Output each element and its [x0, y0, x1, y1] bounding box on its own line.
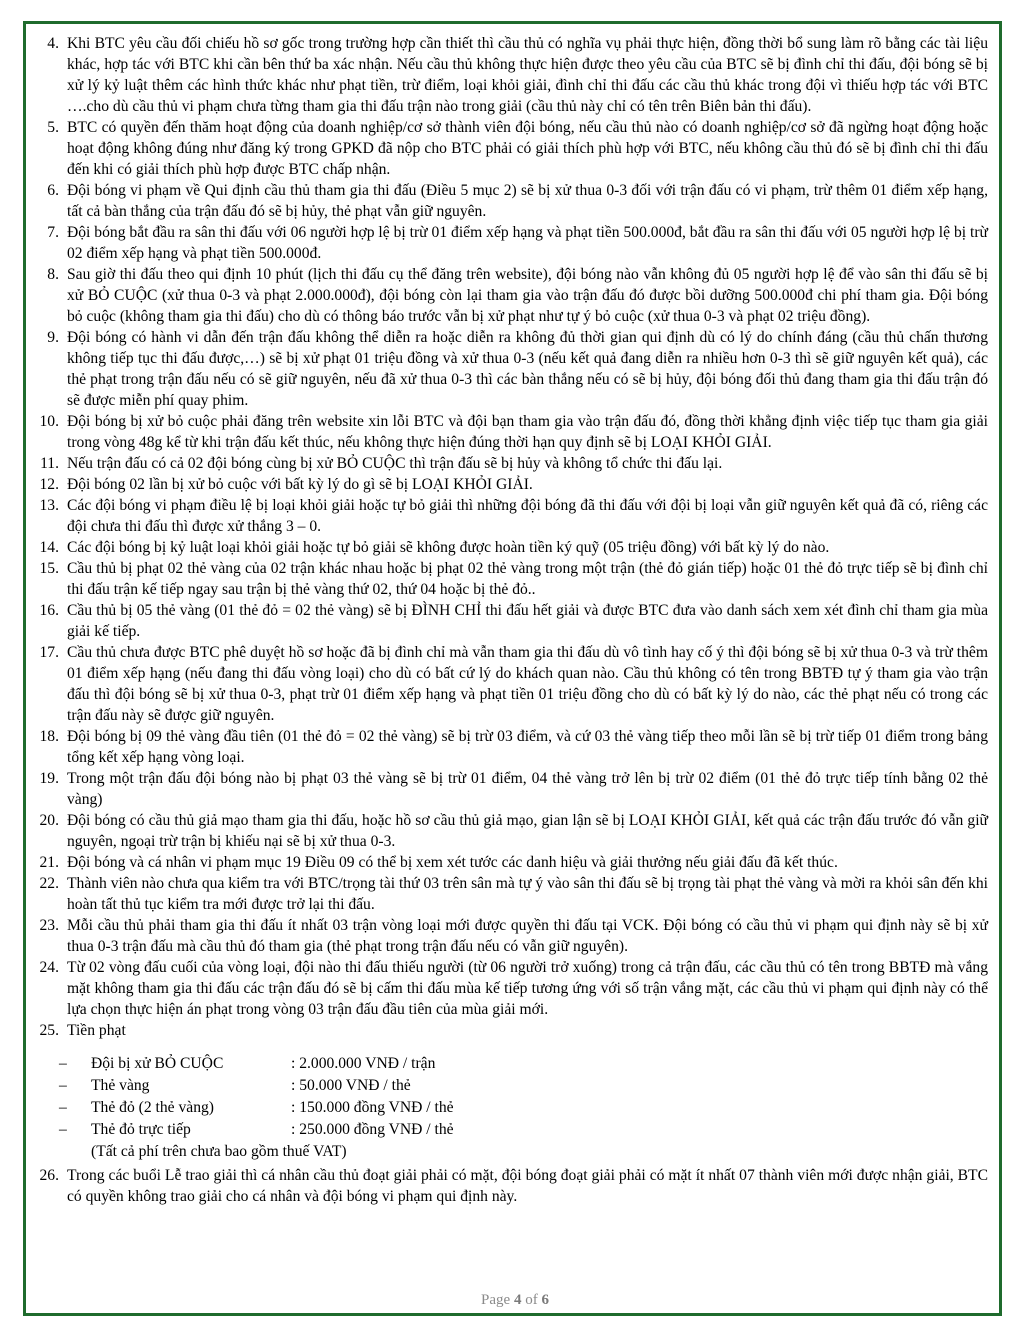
rule-text: Tiền phạt [67, 1022, 126, 1039]
fine-row [59, 1053, 988, 1075]
rule-number: 7. [47, 224, 59, 241]
rule-number: 18. [39, 728, 59, 745]
rule-number: 16. [39, 602, 59, 619]
fine-dash: – [59, 1099, 67, 1116]
rule-number: 19. [39, 770, 59, 787]
rule-text: Đội bóng có hành vi dẫn đến trận đấu không thể diễn ra hoặc diễn ra không đủ thời gian qui định dù có lý do chính đáng (cầu thủ chấn thương không tiếp tục thi đấu được,…) sẽ bị xử phạt 01 triệu đồng và xử thua 0-3 (nếu kết quả đang diễn ra nhiều hơn 0-3 thì sẽ giữ nguyên kết quả), các thẻ phạt trong trận đấu nếu có sẽ giữ nguyên, nếu đã xử thua 0-3 thì các bàn thắng nếu có sẽ bị hủy, đội bóng đối thủ đang tham gia thi đấu trận đó sẽ được miễn phí quay phim. [67, 329, 988, 409]
rule-item [26, 1020, 988, 1041]
rule-text: Các đội bóng bị kỷ luật loại khỏi giải hoặc tự bỏ giải sẽ không được hoàn tiền ký quỹ (05 triệu đồng) với bất kỳ lý do nào. [67, 539, 830, 556]
rule-text: Trong một trận đấu đội bóng nào bị phạt 03 thẻ vàng sẽ bị trừ 01 điểm, 04 thẻ vàng trở lên bị trừ 02 điểm (01 thẻ đỏ trực tiếp tính bằng 02 thẻ vàng) [67, 770, 988, 808]
rule-text: Đội bóng và cá nhân vi phạm mục 19 Điều 09 có thể bị xem xét tước các danh hiệu và giải thưởng nếu giải đấu đã kết thúc. [67, 854, 838, 871]
rule-item-26 [26, 1165, 988, 1207]
rule-item [26, 327, 988, 411]
rule-number: 26. [39, 1167, 59, 1184]
rule-number: 9. [47, 329, 59, 346]
rule-text: Đội bóng bắt đầu ra sân thi đấu với 06 người hợp lệ bị trừ 01 điểm xếp hạng và phạt tiền 500.000đ, bắt đầu ra sân thi đấu với 05 người hợp lệ bị trừ 02 điểm xếp hạng và phạt tiền 500.000đ. [67, 224, 988, 262]
footer-total-pages: 6 [541, 1292, 549, 1308]
rule-number: 8. [47, 266, 59, 283]
rule-item [26, 642, 988, 726]
rules-list [26, 33, 988, 1041]
rule-item [26, 180, 988, 222]
fine-row [59, 1097, 988, 1119]
rule-item [26, 768, 988, 810]
page-footer [0, 1292, 1030, 1309]
rule-text: Đội bóng có cầu thủ giả mạo tham gia thi đấu, hoặc hồ sơ cầu thủ giả mạo, gian lận sẽ bị LOẠI KHỎI GIẢI, kết quả các trận đấu trước đó vẫn giữ nguyên, ngoại trừ trận bị khiếu nại sẽ bị xử thua 0-3. [67, 812, 988, 850]
fines-note: (Tất cả phí trên chưa bao gồm thuế VAT) [91, 1143, 347, 1160]
rule-number: 11. [40, 455, 59, 472]
rule-text: Từ 02 vòng đấu cuối của vòng loại, đội nào thi đấu thiếu người (từ 06 người trở xuống) trong cả trận đấu, các cầu thủ có tên trong BBTĐ mà vắng mặt không tham gia thi đấu các trận đấu đó sẽ bị cấm thi đấu mùa kế tiếp tương ứng với số trận vắng mặt, các cầu thủ vi phạm qui định này có thể lựa chọn thực hiện án phạt trong vòng 03 trận đấu đầu tiên của mùa giải mới. [67, 959, 988, 1018]
rule-item [26, 495, 988, 537]
rule-item [26, 810, 988, 852]
rule-number: 13. [39, 497, 59, 514]
rule-text: Sau giờ thi đấu theo qui định 10 phút (lịch thi đấu cụ thể đăng trên website), đội bóng nào vẫn không đủ 05 người hợp lệ để vào sân thi đấu sẽ bị xử BỎ CUỘC (xử thua 0-3 và phạt 2.000.000đ), đội bóng còn lại tham gia vào trận đấu đó được bồi dưỡng 500.000đ chi phí tham gia. Đội bóng bỏ cuộc (không tham gia thi đấu) cho dù có thông báo trước vẫn bị xử phạt như tự ý bỏ cuộc (xử thua 0-3 và phạt 02 triệu đồng). [67, 266, 988, 325]
rule-item [26, 33, 988, 117]
fine-label: Thẻ đỏ trực tiếp [91, 1121, 191, 1138]
rule-text: Đội bóng vi phạm về Qui định cầu thủ tham gia thi đấu (Điều 5 mục 2) sẽ bị xử thua 0-3 đối với trận đấu có vi phạm, trừ thêm 01 điểm xếp hạng, tất cả bàn thắng của trận đấu đó sẽ bị hủy, thẻ phạt vẫn giữ nguyên. [67, 182, 988, 220]
rule-item [26, 558, 988, 600]
rule-text: Đội bóng bị xử bỏ cuộc phải đăng trên website xin lỗi BTC và đội bạn tham gia vào trận đấu đó, đồng thời khẳng định việc tiếp tục tham gia giải trong vòng 48g kể từ khi trận đấu kết thúc, nếu không thực hiện đúng thời hạn quy định sẽ bị LOẠI KHỎI GIẢI. [67, 413, 988, 451]
rule-number: 15. [39, 560, 59, 577]
rule-number: 10. [39, 413, 59, 430]
rule-number: 17. [39, 644, 59, 661]
rule-number: 4. [47, 35, 59, 52]
rule-item [26, 852, 988, 873]
fine-label: Thẻ đỏ (2 thẻ vàng) [91, 1099, 214, 1116]
fine-dash: – [59, 1121, 67, 1138]
fine-dash: – [59, 1055, 67, 1072]
rule-item [26, 453, 988, 474]
fine-label: Đội bị xử BỎ CUỘC [91, 1055, 224, 1072]
fine-row [59, 1075, 988, 1097]
rule-text: Trong các buổi Lễ trao giải thì cá nhân cầu thủ đoạt giải phải có mặt, đội bóng đoạt giải phải có mặt ít nhất 07 thành viên mới được nhận giải, BTC có quyền không trao giải cho cá nhân và đội bóng vi phạm qui định này. [67, 1167, 988, 1205]
rule-number: 14. [39, 539, 59, 556]
rule-item [26, 537, 988, 558]
rule-text: Đội bóng bị 09 thẻ vàng đầu tiên (01 thẻ đỏ = 02 thẻ vàng) sẽ bị trừ 03 điểm, và cứ 03 thẻ vàng tiếp theo mỗi lần sẽ bị trừ tiếp 01 điểm trong bảng tổng kết xếp hạng vòng loại. [67, 728, 988, 766]
fine-row [59, 1119, 988, 1141]
rule-text: Đội bóng 02 lần bị xử bỏ cuộc với bất kỳ lý do gì sẽ bị LOẠI KHỎI GIẢI. [67, 476, 533, 493]
rule-text: Khi BTC yêu cầu đối chiếu hồ sơ gốc trong trường hợp cần thiết thì cầu thủ có nghĩa vụ phải thực hiện, đồng thời bổ sung làm rõ bằng các tài liệu khác, hợp tác với BTC khi cần bên thứ ba xác nhận. Nếu cầu thủ không thực hiện được theo yêu cầu của BTC sẽ bị đình chỉ thi đấu, đội bóng sẽ bị xử lý kỷ luật thêm các hình thức khác như phạt tiền, trừ điểm, loại khỏi giải, đình chỉ thi đấu các cầu thủ khác trong đội vì thiếu hợp tác với BTC ….cho dù cầu thủ vi phạm chưa từng tham gia thi đấu trận nào trong giải (cầu thủ này chỉ có tên trên Biên bản thi đấu). [67, 35, 988, 115]
fine-value: : 50.000 VNĐ / thẻ [291, 1077, 411, 1094]
fine-value: : 250.000 đồng VNĐ / thẻ [291, 1121, 454, 1138]
fine-value: : 2.000.000 VNĐ / trận [291, 1055, 436, 1072]
rule-text: Mỗi cầu thủ phải tham gia thi đấu ít nhất 03 trận vòng loại mới được quyền thi đấu tại VCK. Đội bóng có cầu thủ vi phạm qui định này sẽ bị xử thua 0-3 trận đấu mà cầu thủ đó tham gia (thẻ phạt trong trận đấu nếu có vẫn giữ nguyên). [67, 917, 988, 955]
rule-number: 5. [47, 119, 59, 136]
rule-item [26, 117, 988, 180]
rule-number: 21. [39, 854, 59, 871]
fine-dash: – [59, 1077, 67, 1094]
rule-text: BTC có quyền đến thăm hoạt động của doanh nghiệp/cơ sở thành viên đội bóng, nếu cầu thủ nào có doanh nghiệp/cơ sở đã ngừng hoạt động hoặc hoạt động không đúng như đăng ký trong GPKD đã nộp cho BTC phải có giải thích phù hợp với BTC, nếu không cầu thủ đó sẽ bị đình chỉ thi đấu đến khi có giải thích phù hợp được BTC chấp nhận. [67, 119, 988, 178]
rule-item [26, 222, 988, 264]
rule-number: 25. [39, 1022, 59, 1039]
rule-item [26, 957, 988, 1020]
rule-number: 24. [39, 959, 59, 976]
rule-text: Cầu thủ bị 05 thẻ vàng (01 thẻ đỏ = 02 thẻ vàng) sẽ bị ĐÌNH CHỈ thi đấu hết giải và được BTC đưa vào danh sách xem xét đình chỉ tham gia mùa giải kế tiếp. [67, 602, 988, 640]
document-body [26, 33, 988, 1207]
rule-number: 23. [39, 917, 59, 934]
rule-item [26, 873, 988, 915]
fine-label: Thẻ vàng [91, 1077, 150, 1094]
rule-text: Cầu thủ bị phạt 02 thẻ vàng của 02 trận khác nhau hoặc bị phạt 02 thẻ vàng trong một trận (thẻ đỏ gián tiếp) hoặc 01 thẻ đỏ trực tiếp sẽ bị đình chỉ thi đấu trận kế tiếp ngay sau trận bị thẻ vàng thứ 02, thứ 04 hoặc bị thẻ đỏ.. [67, 560, 988, 598]
rule-item [26, 600, 988, 642]
rule-text: Cầu thủ chưa được BTC phê duyệt hồ sơ hoặc đã bị đình chỉ mà vẫn tham gia thi đấu dù vô tình hay cố ý thì đội bóng sẽ bị xử thua 0-3 và trừ thêm 01 điểm xếp hạng (nếu đang thi đấu vòng loại) cho dù có bất cứ lý do khách quan nào. Cầu thủ không có tên trong BBTĐ tự ý tham gia vào trận đấu thì đội bóng sẽ bị xử thua 0-3, phạt trừ 01 điểm xếp hạng và phạt tiền 01 triệu đồng cho dù có bất kỳ lý do nào, các thẻ phạt nếu có trong các trận đấu này sẽ được giữ nguyên. [67, 644, 988, 724]
rule-text: Thành viên nào chưa qua kiểm tra với BTC/trọng tài thứ 03 trên sân mà tự ý vào sân thi đấu sẽ bị trọng tài phạt thẻ vàng và mời ra khỏi sân đến khi hoàn tất thủ tục kiểm tra mới được trở lại thi đấu. [67, 875, 988, 913]
footer-current-page: 4 [513, 1292, 522, 1308]
rule-text: Các đội bóng vi phạm điều lệ bị loại khỏi giải hoặc tự bỏ giải thì những đội bóng đã thi đấu với đội bị loại vẫn giữ nguyên kết quả đã có, riêng các đội chưa thi đấu thì được xử thắng 3 – 0. [67, 497, 988, 535]
rule-number: 6. [47, 182, 59, 199]
rule-item [26, 726, 988, 768]
fines-list [59, 1053, 988, 1163]
rule-item [26, 264, 988, 327]
footer-middle: of [521, 1292, 542, 1308]
rule-number: 22. [39, 875, 59, 892]
rule-number: 20. [39, 812, 59, 829]
fine-value: : 150.000 đồng VNĐ / thẻ [291, 1099, 454, 1116]
rule-item [26, 474, 988, 495]
rule-item [26, 915, 988, 957]
rule-item [26, 411, 988, 453]
rule-text: Nếu trận đấu có cả 02 đội bóng cùng bị xử BỎ CUỘC thì trận đấu sẽ bị hủy và không tổ chức thi đấu lại. [67, 455, 723, 472]
rule-number: 12. [39, 476, 59, 493]
footer-prefix: Page [481, 1292, 514, 1308]
